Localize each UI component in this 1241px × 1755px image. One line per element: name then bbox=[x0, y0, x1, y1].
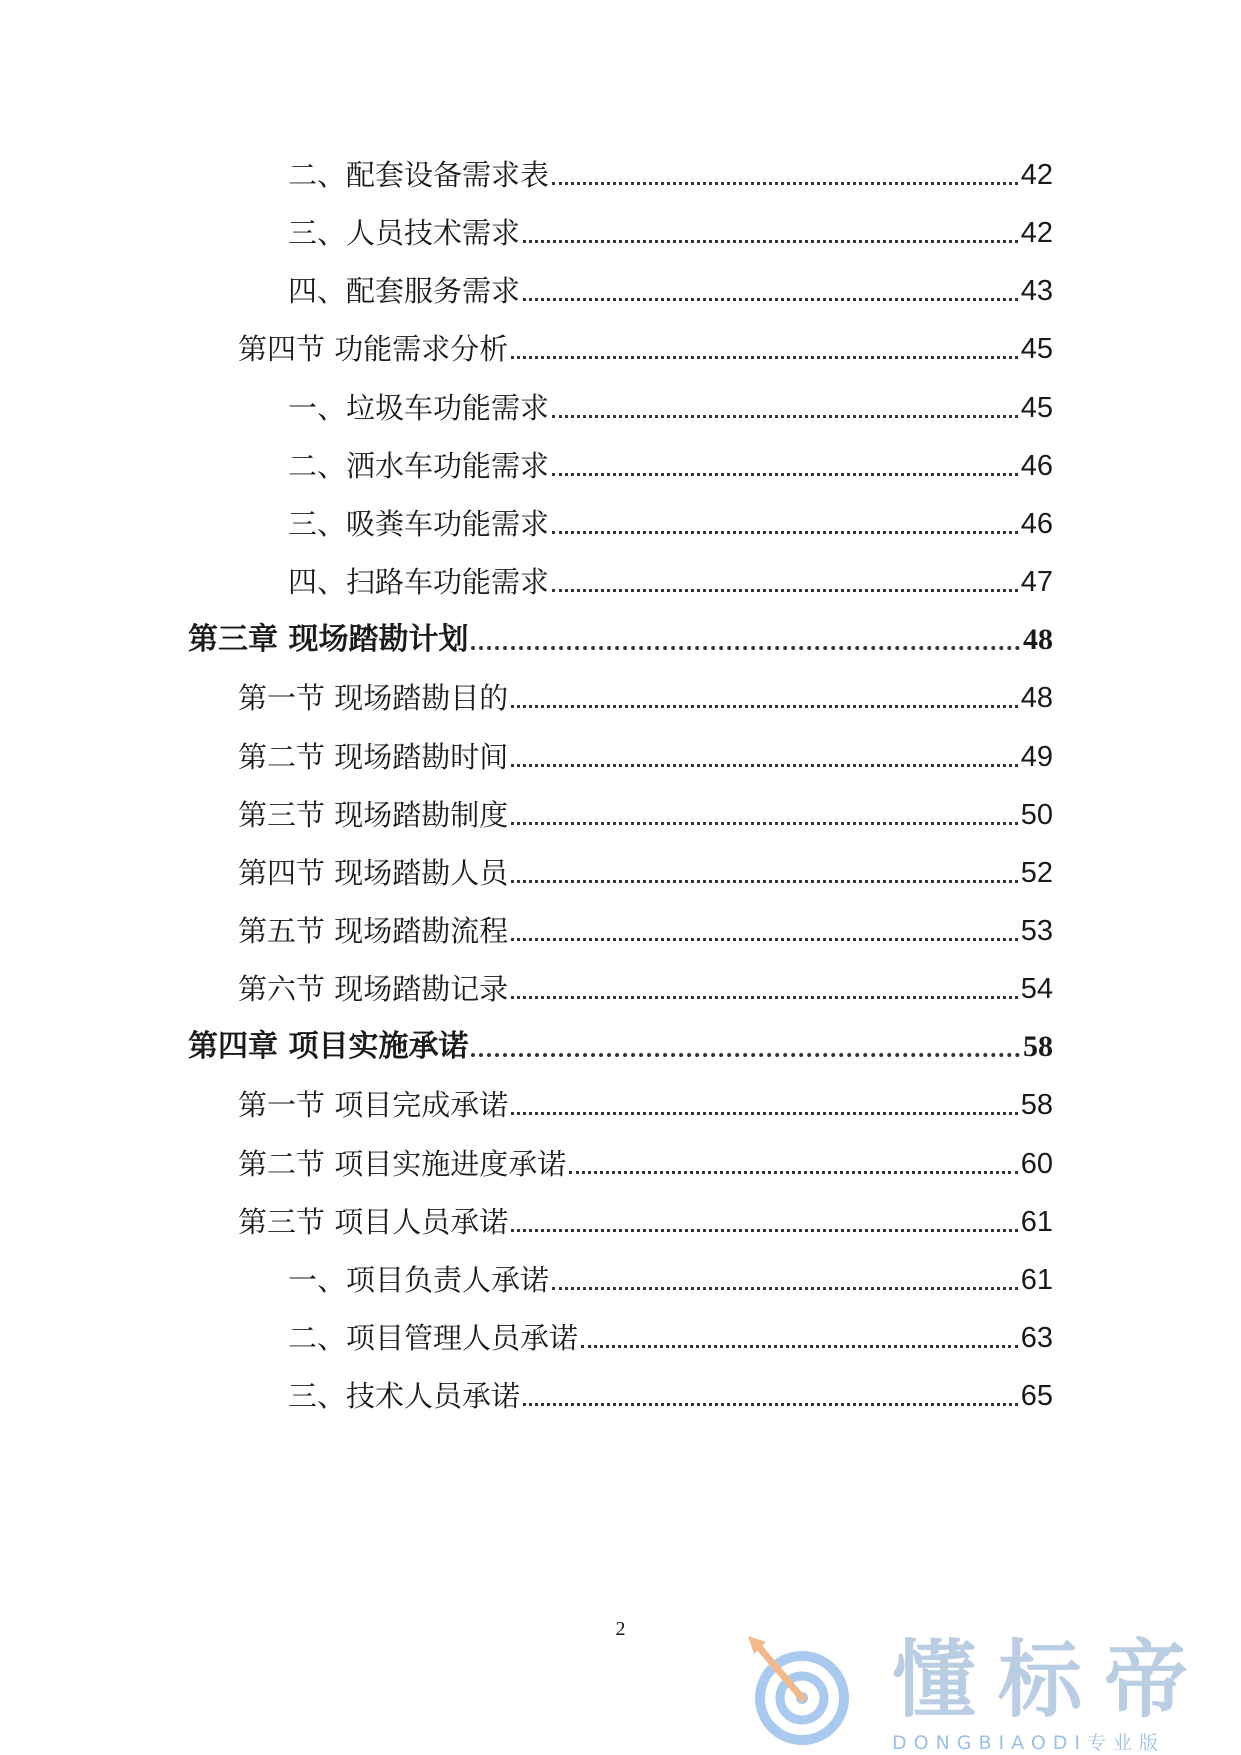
toc-entry-title: 第三节 现场踏勘制度 bbox=[238, 797, 509, 832]
toc-entry[interactable] bbox=[238, 320, 1053, 367]
toc-entry[interactable] bbox=[188, 1018, 1053, 1065]
toc-entry-page: 58 bbox=[1023, 1030, 1053, 1064]
toc-entry-page: 46 bbox=[1020, 449, 1053, 482]
toc-entry-title: 三、人员技术需求 bbox=[288, 216, 521, 251]
toc-dot-leader bbox=[511, 356, 1018, 359]
toc-entry-title: 一、项目负责人承诺 bbox=[288, 1262, 550, 1297]
toc-entry-title: 第四节 功能需求分析 bbox=[238, 332, 509, 367]
toc-entry-page: 52 bbox=[1020, 856, 1053, 889]
toc-entry-title: 二、配套设备需求表 bbox=[288, 158, 550, 192]
toc-entry[interactable] bbox=[238, 902, 1053, 946]
toc-entry-title: 二、洒水车功能需求 bbox=[288, 448, 550, 483]
toc-dot-leader bbox=[552, 182, 1018, 185]
toc-entry-title: 第一节 项目完成承诺 bbox=[238, 1088, 509, 1123]
toc-entry[interactable] bbox=[288, 262, 1053, 309]
toc-entry-page: 46 bbox=[1020, 507, 1053, 540]
toc-entry[interactable] bbox=[288, 204, 1053, 251]
toc-dot-leader bbox=[523, 1403, 1018, 1406]
toc-entry[interactable] bbox=[238, 786, 1053, 830]
toc-entry[interactable] bbox=[288, 495, 1053, 539]
toc-entry[interactable] bbox=[288, 437, 1053, 481]
toc-dot-leader bbox=[511, 705, 1018, 708]
toc-entry-title: 三、吸粪车功能需求 bbox=[288, 506, 550, 541]
toc-entry-page: 45 bbox=[1020, 391, 1053, 424]
toc-entry-page: 50 bbox=[1020, 798, 1053, 831]
toc-entry-title: 四、扫路车功能需求 bbox=[288, 565, 550, 600]
target-arrow-icon bbox=[740, 1632, 860, 1750]
toc-dot-leader bbox=[569, 1171, 1018, 1174]
toc-entry-page: 49 bbox=[1020, 740, 1053, 773]
toc-entry-title: 二、项目管理人员承诺 bbox=[288, 1321, 579, 1355]
toc-entry-page: 53 bbox=[1020, 914, 1053, 947]
toc-entry-title: 三、技术人员承诺 bbox=[288, 1379, 521, 1414]
toc-entry-page: 45 bbox=[1020, 333, 1053, 366]
toc-entry-page: 47 bbox=[1020, 566, 1053, 599]
toc-entry-page: 61 bbox=[1020, 1205, 1053, 1238]
toc-entry[interactable] bbox=[238, 844, 1053, 888]
toc-entry[interactable] bbox=[238, 728, 1053, 772]
toc-entry-title: 第五节 现场踏勘流程 bbox=[238, 913, 509, 948]
toc-dot-leader bbox=[552, 531, 1018, 534]
toc-entry[interactable] bbox=[188, 611, 1053, 658]
toc-dot-leader bbox=[523, 298, 1018, 301]
toc-entry-page: 42 bbox=[1020, 159, 1053, 191]
toc-entry[interactable] bbox=[238, 960, 1053, 1007]
toc-entry[interactable] bbox=[238, 1135, 1053, 1179]
toc-dot-leader bbox=[511, 996, 1018, 999]
toc-dot-leader bbox=[511, 764, 1018, 767]
toc-dot-leader bbox=[552, 415, 1018, 418]
toc-dot-leader bbox=[523, 240, 1018, 243]
toc-entry-title: 第二节 项目实施进度承诺 bbox=[238, 1146, 567, 1181]
toc-dot-leader bbox=[552, 1287, 1018, 1290]
toc-entry-title: 第六节 现场踏勘记录 bbox=[238, 972, 509, 1007]
page-number: 2 bbox=[615, 1618, 626, 1640]
toc-entry-title: 第三章 现场踏勘计划 bbox=[188, 622, 469, 658]
toc-dot-leader bbox=[511, 1229, 1018, 1232]
toc-entry-title: 第一节 现场踏勘目的 bbox=[238, 681, 509, 716]
toc-entry-page: 65 bbox=[1020, 1380, 1053, 1413]
toc-entry[interactable] bbox=[238, 1076, 1053, 1123]
toc-entry-title: 第四章 项目实施承诺 bbox=[188, 1029, 469, 1065]
toc-entry[interactable] bbox=[288, 1309, 1053, 1353]
toc-dot-leader bbox=[471, 646, 1020, 650]
toc-dot-leader bbox=[552, 473, 1018, 476]
toc-entry-title: 一、垃圾车功能需求 bbox=[288, 390, 550, 425]
toc-entry-page: 48 bbox=[1023, 623, 1053, 657]
toc-entry-page: 43 bbox=[1020, 275, 1053, 308]
toc-entry-title: 第三节 项目人员承诺 bbox=[238, 1204, 509, 1239]
toc-entry-title: 第四节 现场踏勘人员 bbox=[238, 855, 509, 890]
toc-entry-page: 63 bbox=[1020, 1322, 1053, 1354]
toc-entry[interactable] bbox=[288, 146, 1053, 190]
toc-entry-page: 60 bbox=[1020, 1147, 1053, 1180]
toc-entry[interactable] bbox=[288, 379, 1053, 423]
toc-entry[interactable] bbox=[288, 1367, 1053, 1414]
watermark-brand: 懂标帝 bbox=[892, 1631, 1211, 1729]
toc-dot-leader bbox=[511, 822, 1018, 825]
toc-dot-leader bbox=[511, 938, 1018, 941]
toc-dot-leader bbox=[511, 880, 1018, 883]
toc-dot-leader bbox=[511, 1112, 1018, 1115]
toc-entry-page: 58 bbox=[1020, 1089, 1053, 1122]
toc-entry[interactable] bbox=[238, 1193, 1053, 1237]
toc-entry-page: 54 bbox=[1020, 973, 1053, 1006]
watermark bbox=[740, 1631, 1220, 1754]
toc-entry-title: 四、配套服务需求 bbox=[288, 274, 521, 309]
toc-entry[interactable] bbox=[288, 553, 1053, 600]
toc-entry-page: 48 bbox=[1020, 682, 1053, 715]
toc-dot-leader bbox=[471, 1053, 1020, 1057]
toc-entry[interactable] bbox=[238, 669, 1053, 716]
toc-entry[interactable] bbox=[288, 1251, 1053, 1295]
toc-entry-title: 第二节 现场踏勘时间 bbox=[238, 739, 509, 774]
toc-entry-page: 61 bbox=[1020, 1263, 1053, 1296]
toc-dot-leader bbox=[581, 1345, 1018, 1348]
toc-dot-leader bbox=[552, 589, 1018, 592]
toc-entry-page: 42 bbox=[1020, 217, 1053, 250]
watermark-subtitle: DONGBIAODI专业版 bbox=[892, 1732, 1166, 1754]
